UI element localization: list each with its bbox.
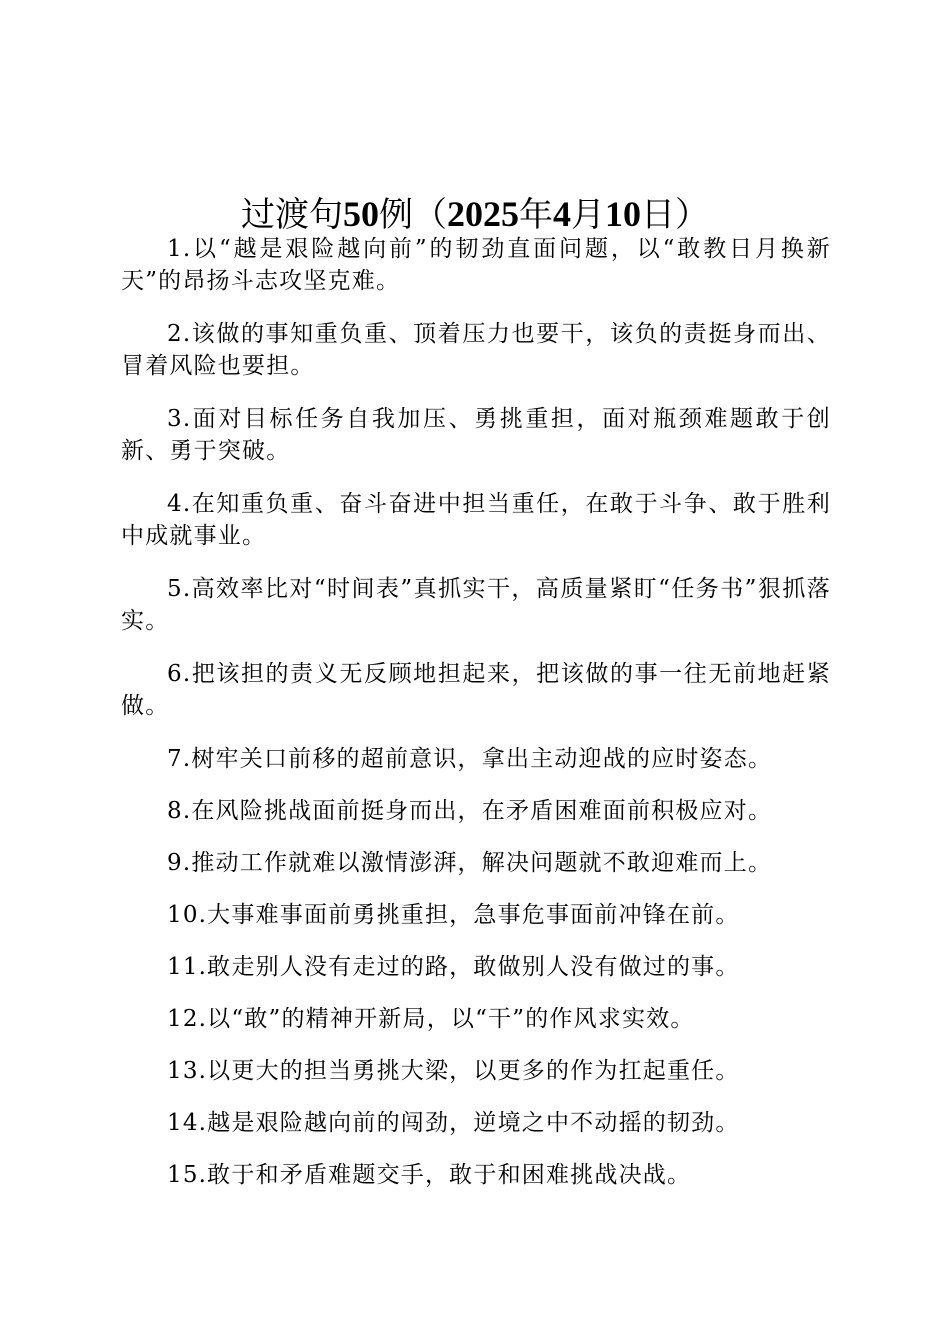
list-item: 10.大事难事面前勇挑重担，急事危事面前冲锋在前。 — [167, 902, 740, 928]
list-item: 13.以更大的担当勇挑大梁，以更多的作为扛起重任。 — [167, 1058, 740, 1084]
list-item: 9.推动工作就难以激情澎湃，解决问题就不敢迎难而上。 — [167, 850, 773, 876]
list-item: 14.越是艰险越向前的闯劲，逆境之中不动摇的韧劲。 — [167, 1110, 740, 1136]
list-item: 15.敢于和矛盾难题交手，敢于和困难挑战决战。 — [167, 1162, 692, 1188]
list-item: 8.在风险挑战面前挺身而出，在矛盾困难面前积极应对。 — [167, 798, 773, 824]
title-year: 2025 — [447, 193, 519, 234]
list-item: 4.在知重负重、奋斗奋进中担当重任，在敢于斗争、敢于胜利中成就事业。 — [121, 491, 831, 549]
title-text: 日） — [641, 194, 709, 235]
list-item: 2.该做的事知重负重、顶着压力也要干，该负的责挺身而出、冒着风险也要担。 — [121, 321, 831, 379]
title-day: 10 — [605, 193, 641, 234]
list-item: 5.高效率比对“时间表”真抓实干，高质量紧盯“任务书”狠抓落实。 — [121, 576, 831, 634]
title-count: 50 — [343, 193, 379, 234]
title-text: 例（ — [379, 194, 447, 235]
list-item: 6.把该担的责义无反顾地担起来，把该做的事一往无前地赶紧做。 — [121, 661, 831, 719]
title-month: 4 — [553, 193, 571, 234]
list-item: 11.敢走别人没有走过的路，敢做别人没有做过的事。 — [167, 954, 740, 980]
list-item: 1.以“越是艰险越向前”的韧劲直面问题，以“敢教日月换新天”的昂扬斗志攻坚克难。 — [121, 236, 831, 294]
list-item: 3.面对目标任务自我加压、勇挑重担，面对瓶颈难题敢于创新、勇于突破。 — [121, 406, 831, 464]
title-text: 年 — [519, 194, 553, 235]
title-text: 月 — [571, 194, 605, 235]
list-item: 12.以“敢”的精神开新局，以“干”的作风求实效。 — [167, 1006, 695, 1032]
list-item: 7.树牢关口前移的超前意识，拿出主动迎战的应时姿态。 — [167, 746, 773, 772]
document-body — [121, 233, 831, 1211]
title-text: 过渡句 — [241, 194, 343, 235]
